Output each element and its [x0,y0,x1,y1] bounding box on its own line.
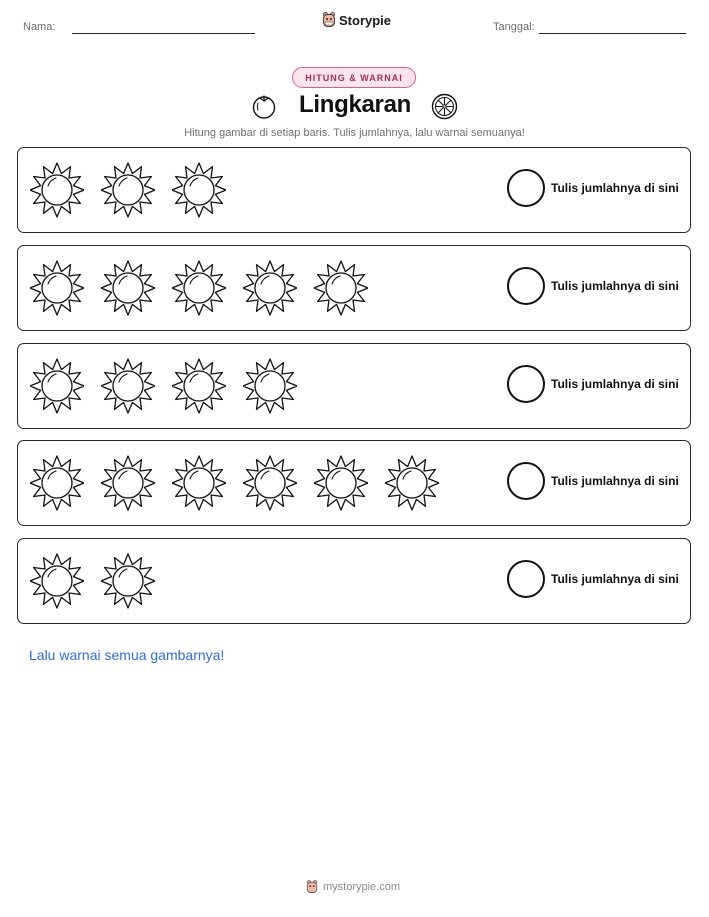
sun-icon[interactable] [101,455,155,511]
footer-brand [306,880,400,894]
sun-icon[interactable] [30,455,84,511]
sun-icon[interactable] [385,455,439,511]
answer-circle[interactable] [507,169,545,207]
counting-row [17,343,691,429]
answer-circle[interactable] [507,267,545,305]
date-label: Tanggal: [493,21,535,33]
sun-icon[interactable] [101,358,155,414]
instruction-text: Hitung gambar di setiap baris. Tulis jumlahnya, lalu warnai semuanya! [184,127,525,139]
storypie-mascot-icon [322,12,336,28]
storypie-mascot-icon [306,880,318,894]
sun-icon[interactable] [30,260,84,316]
name-line[interactable] [72,33,255,34]
answer-label: Tulis jumlahnya di sini [551,572,679,586]
counting-row [17,147,691,233]
sun-icon[interactable] [314,455,368,511]
page-title: Lingkaran [299,91,411,118]
brand-name: Storypie [339,12,392,28]
sun-icon[interactable] [172,358,226,414]
orange-slice-icon [431,93,458,120]
sun-icon[interactable] [314,260,368,316]
answer-label: Tulis jumlahnya di sini [551,474,679,488]
counting-row [17,245,691,331]
brand-logo [322,12,391,28]
sun-icon[interactable] [101,260,155,316]
sun-group [30,358,314,414]
sun-icon[interactable] [172,162,226,218]
name-label: Nama: [23,21,56,33]
answer-label: Tulis jumlahnya di sini [551,279,679,293]
sun-icon[interactable] [30,553,84,609]
sun-icon[interactable] [243,455,297,511]
answer-circle[interactable] [507,560,545,598]
sun-icon[interactable] [243,358,297,414]
sun-icon[interactable] [30,358,84,414]
answer-label: Tulis jumlahnya di sini [551,377,679,391]
sun-icon[interactable] [30,162,84,218]
coloring-instruction: Lalu warnai semua gambarnya! [29,647,225,663]
counting-row [17,538,691,624]
sun-group [30,455,456,511]
answer-circle[interactable] [507,365,545,403]
sun-group [30,553,172,609]
sun-group [30,162,243,218]
category-badge: HITUNG & WARNAI [292,67,416,88]
counting-row [17,440,691,526]
sun-icon[interactable] [172,455,226,511]
answer-circle[interactable] [507,462,545,500]
sun-icon[interactable] [243,260,297,316]
sun-icon[interactable] [172,260,226,316]
sun-icon[interactable] [101,553,155,609]
date-line[interactable] [539,33,686,34]
sun-icon[interactable] [101,162,155,218]
footer-site: mystorypie.com [323,881,401,893]
sun-group [30,260,385,316]
answer-label: Tulis jumlahnya di sini [551,181,679,195]
tomato-icon [251,92,277,120]
